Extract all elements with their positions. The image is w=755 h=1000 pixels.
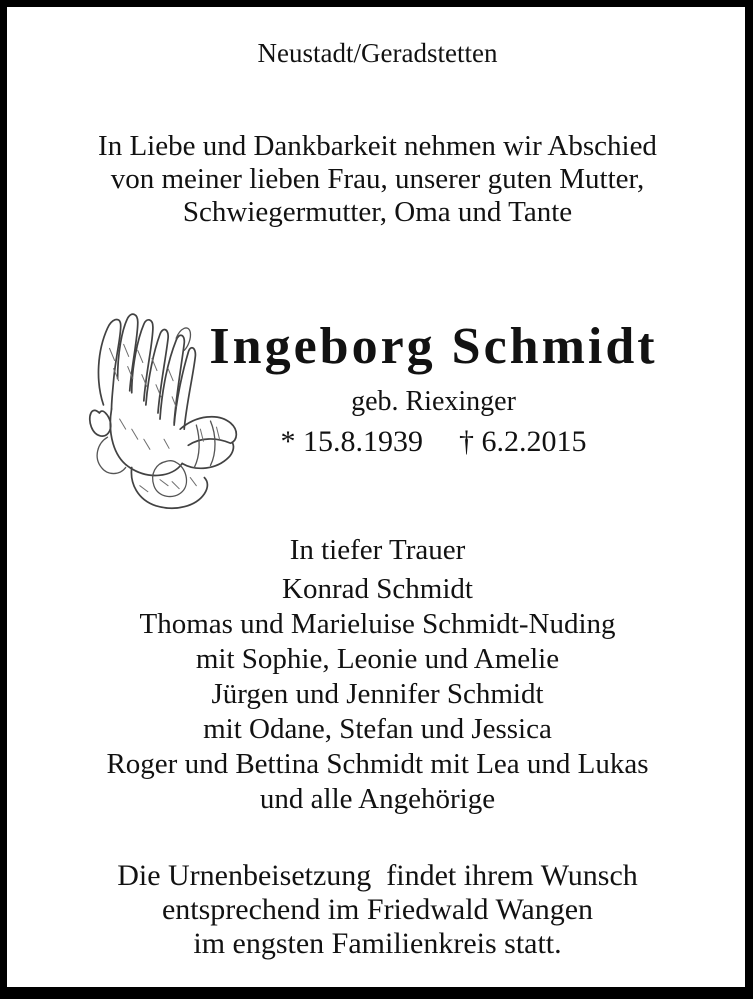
- deceased-block: [122, 320, 745, 459]
- mourner-line: Jürgen und Jennifer Schmidt: [211, 678, 544, 710]
- life-dates: [122, 425, 745, 459]
- intro-paragraph: [0, 130, 755, 229]
- mourning-section: [0, 533, 755, 817]
- closing-paragraph: [0, 859, 755, 961]
- intro-line: In Liebe und Dankbarkeit nehmen wir Abschied: [98, 130, 657, 162]
- mourner-line: Thomas und Marieluise Schmidt-Nuding: [139, 608, 616, 640]
- closing-line: im engsten Familienkreis statt.: [193, 927, 562, 960]
- closing-line: entsprechend im Friedwald Wangen: [161, 893, 594, 926]
- location-line: Neustadt/Geradstetten: [257, 38, 498, 68]
- maiden-name: geb. Riexinger: [351, 386, 516, 417]
- mourning-heading: In tiefer Trauer: [289, 534, 466, 566]
- mourner-line: mit Sophie, Leonie und Amelie: [195, 643, 560, 675]
- birth-date: * 15.8.1939: [280, 425, 423, 458]
- mourner-line: Konrad Schmidt: [282, 573, 473, 605]
- intro-line: Schwiegermutter, Oma und Tante: [182, 196, 573, 228]
- mourner-line: und alle Angehörige: [259, 783, 496, 815]
- deceased-name: Ingeborg Schmidt: [209, 318, 658, 375]
- mourner-line: Roger und Bettina Schmidt mit Lea und Lukas: [106, 748, 649, 780]
- closing-line: Die Urnenbeisetzung findet ihrem Wunsch: [117, 859, 638, 892]
- intro-line: von meiner lieben Frau, unserer guten Mutter,: [110, 163, 645, 195]
- death-date: † 6.2.2015: [459, 425, 587, 458]
- mourner-line: mit Odane, Stefan und Jessica: [203, 713, 552, 745]
